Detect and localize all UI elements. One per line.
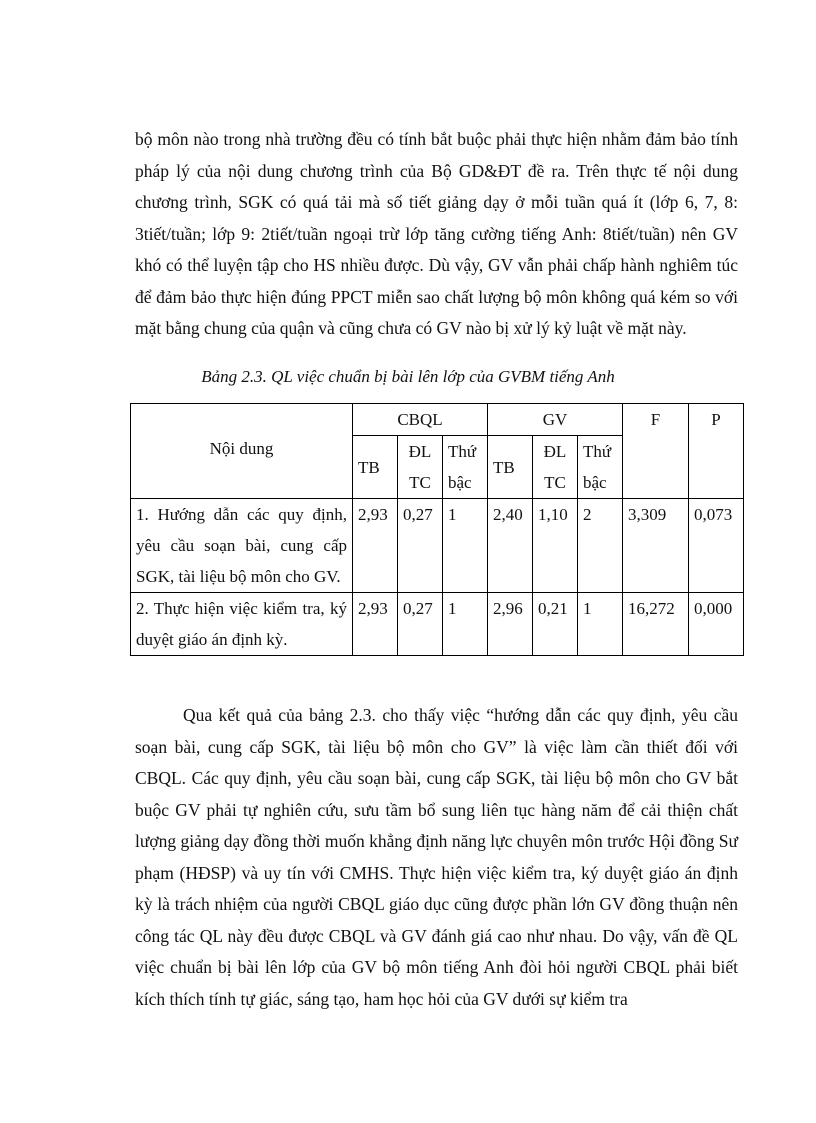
header-cbql-thu-bac: Thứ bậc: [443, 436, 488, 499]
header-gv-dltc: ĐL TC: [533, 436, 578, 499]
header-cbql-dltc: ĐL TC: [398, 436, 443, 499]
cell-cbql-rank: 1: [443, 593, 488, 656]
results-table: [130, 403, 744, 656]
cell-f: 16,272: [623, 593, 689, 656]
table-caption: Bảng 2.3. QL việc chuẩn bị bài lên lớp của GVBM tiếng Anh: [201, 367, 615, 386]
header-cbql: CBQL: [353, 404, 488, 436]
cell-f: 3,309: [623, 499, 689, 593]
cell-gv-dltc: 0,21: [533, 593, 578, 656]
header-p: P: [689, 404, 744, 499]
header-cbql-tb: TB: [353, 436, 398, 499]
cell-gv-tb: 2,40: [488, 499, 533, 593]
row-content: 2. Thực hiện việc kiểm tra, ký duyệt giáo án định kỳ.: [131, 593, 353, 656]
cell-p: 0,000: [689, 593, 744, 656]
cell-cbql-tb: 2,93: [353, 593, 398, 656]
cell-gv-rank: 2: [578, 499, 623, 593]
cell-cbql-dltc: 0,27: [398, 593, 443, 656]
cell-gv-dltc: 1,10: [533, 499, 578, 593]
header-gv: GV: [488, 404, 623, 436]
paragraph-2: Qua kết quả của bảng 2.3. cho thấy việc “hướng dẫn các quy định, yêu cầu soạn bài, cung cấp SGK, tài liệu bộ môn cho GV” là việc làm cần thiết đối với CBQL. Các quy định, yêu cầu soạn bài, cung cấp SGK, tài liệu bộ môn cho GV bắt buộc GV phải tự nghiên cứu, sưu tầm bổ sung liên tục hàng năm để cải thiện chất lượng giảng dạy đồng thời muốn khẳng định năng lực chuyên môn trước Hội đồng Sư phạm (HĐSP) và uy tín với CMHS. Thực hiện việc kiểm tra, ký duyệt giáo án định kỳ là trách nhiệm của người CBQL giáo dục cũng được phần lớn GV đồng thuận nên công tác QL này đều được CBQL và GV đánh giá cao như nhau. Do vậy, vấn đề QL việc chuẩn bị bài lên lớp của GV bộ môn tiếng Anh đòi hỏi người CBQL phải biết kích thích tính tự giác, sáng tạo, ham học hỏi của GV dưới sự kiểm tra: [135, 705, 738, 1009]
cell-cbql-rank: 1: [443, 499, 488, 593]
header-gv-tb: TB: [488, 436, 533, 499]
header-noi-dung: Nội dung: [131, 404, 353, 499]
cell-gv-tb: 2,96: [488, 593, 533, 656]
table-row: [131, 593, 744, 656]
header-gv-thu-bac: Thứ bậc: [578, 436, 623, 499]
paragraph-1: bộ môn nào trong nhà trường đều có tính bắt buộc phải thực hiện nhằm đảm bảo tính pháp lý của nội dung chương trình của Bộ GD&ĐT đề ra. Trên thực tế nội dung chương trình, SGK có quá tải mà số tiết giảng dạy ở mỗi tuần quá ít (lớp 6, 7, 8: 3tiết/tuần; lớp 9: 2tiết/tuần ngoại trừ lớp tăng cường tiếng Anh: 8tiết/tuần) nên GV khó có thể luyện tập cho HS nhiều được. Dù vậy, GV vẫn phải chấp hành nghiêm túc để đảm bảo thực hiện đúng PPCT miễn sao chất lượng bộ môn không quá kém so với mặt bằng chung của quận và cũng chưa có GV nào bị xử lý kỷ luật về mặt này.: [135, 129, 738, 338]
row-content: 1. Hướng dẫn các quy định, yêu cầu soạn bài, cung cấp SGK, tài liệu bộ môn cho GV.: [131, 499, 353, 593]
header-f: F: [623, 404, 689, 499]
table-row: [131, 499, 744, 593]
cell-cbql-tb: 2,93: [353, 499, 398, 593]
table-header-row-1: [131, 404, 744, 436]
cell-gv-rank: 1: [578, 593, 623, 656]
cell-p: 0,073: [689, 499, 744, 593]
cell-cbql-dltc: 0,27: [398, 499, 443, 593]
